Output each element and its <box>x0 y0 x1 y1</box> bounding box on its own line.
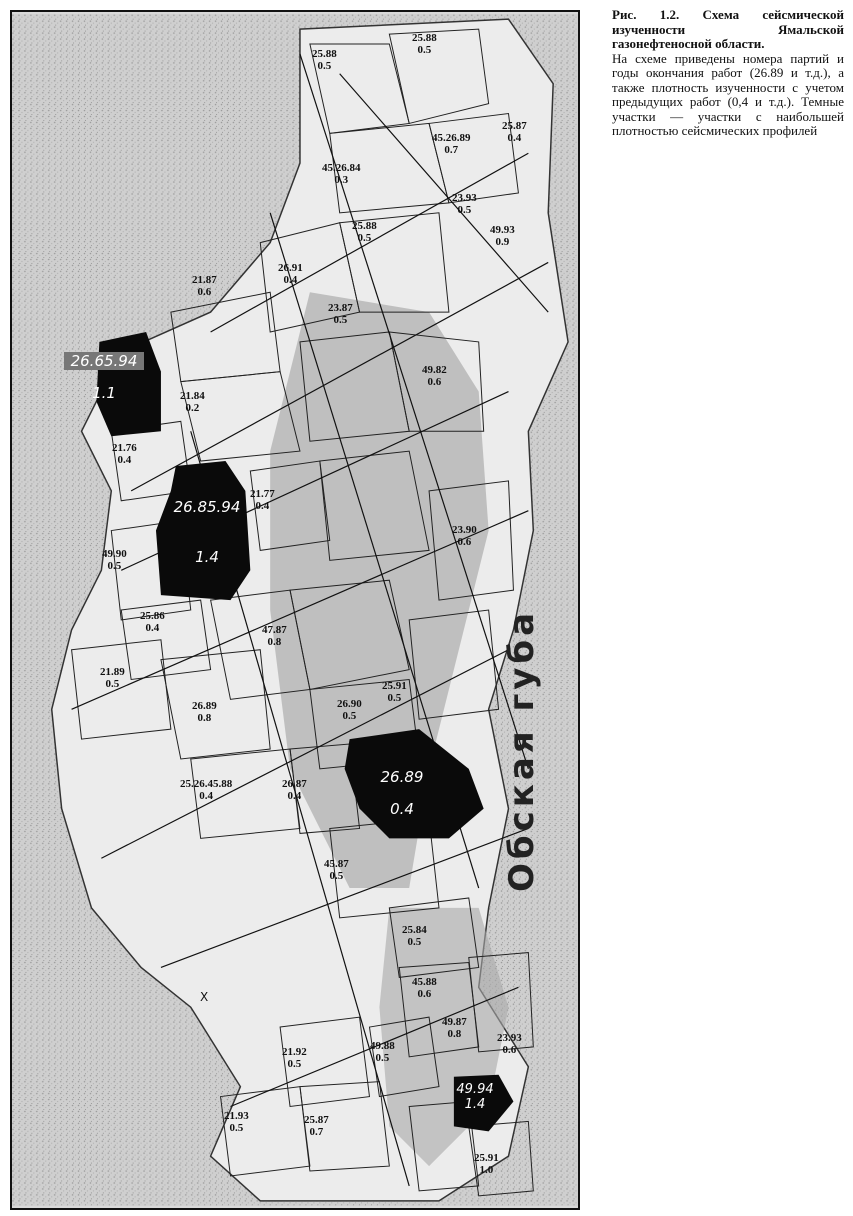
survey-density: 0.7 <box>309 1126 324 1138</box>
survey-party-year: 45.87 <box>324 858 349 870</box>
survey-density: 1.0 <box>479 1164 494 1176</box>
survey-label <box>180 778 232 802</box>
survey-label <box>352 220 377 244</box>
survey-label <box>502 120 527 144</box>
survey-party-year: 21.92 <box>282 1046 307 1058</box>
survey-label <box>382 680 407 704</box>
survey-party-year: 25.91 <box>474 1152 499 1164</box>
survey-density: 0.4 <box>507 132 522 144</box>
survey-party-year: 21.76 <box>112 442 137 454</box>
survey-density: 0.5 <box>417 44 432 56</box>
survey-density: 0.8 <box>447 1028 462 1040</box>
survey-party-year: 25.84 <box>402 924 427 936</box>
survey-label <box>112 442 137 466</box>
survey-party-year: 45.26.89 <box>432 132 471 144</box>
survey-density: 0.6 <box>417 988 432 1000</box>
survey-label <box>224 1110 249 1134</box>
survey-label <box>140 610 165 634</box>
survey-party-year: 23.90 <box>452 524 477 536</box>
survey-party-year: 25.87 <box>502 120 527 132</box>
survey-label <box>250 488 275 512</box>
survey-label <box>192 274 217 298</box>
dark-area-name: 26.89 <box>380 768 424 786</box>
survey-label <box>282 1046 307 1070</box>
survey-label <box>412 976 437 1000</box>
survey-density: 0.5 <box>229 1122 244 1134</box>
survey-party-year: 23.93 <box>497 1032 522 1044</box>
survey-party-year: 26.89 <box>192 700 217 712</box>
survey-party-year: 49.90 <box>102 548 127 560</box>
survey-label <box>497 1032 522 1056</box>
survey-density: 0.5 <box>287 1058 302 1070</box>
survey-party-year: 26.87 <box>282 778 307 790</box>
gulf-label: Обская губа <box>502 608 542 892</box>
survey-label <box>442 1016 467 1040</box>
survey-label <box>262 624 287 648</box>
survey-label <box>312 48 337 72</box>
survey-label <box>180 390 205 414</box>
survey-density: 0.6 <box>457 536 472 548</box>
survey-density: 0.5 <box>329 870 344 882</box>
survey-label <box>304 1114 329 1138</box>
survey-density: 0.5 <box>387 692 402 704</box>
survey-density: 0.5 <box>407 936 422 948</box>
survey-label <box>412 32 437 56</box>
survey-density: 0.5 <box>107 560 122 572</box>
survey-density: 0.8 <box>267 636 282 648</box>
dark-area-name: 26.85.94 <box>173 498 241 516</box>
survey-density: 0.4 <box>117 454 132 466</box>
survey-density: 0.4 <box>255 500 270 512</box>
survey-label <box>278 262 303 286</box>
caption-body: На схеме приведены номера партий и годы окончания работ (26.89 и т.д.), а также плотность изученности с учетом предыдущих работ (0,4 и т.д.). Темные участки — участки с наибольшей плотностью сейсмических профилей <box>612 50 844 138</box>
survey-party-year: 21.89 <box>100 666 125 678</box>
survey-density: 0.8 <box>197 712 212 724</box>
survey-party-year: 25.87 <box>304 1114 329 1126</box>
survey-density: 0.5 <box>105 678 120 690</box>
survey-party-year: 23.87 <box>328 302 353 314</box>
caption-title: Рис. 1.2. Схема сейсмической изученности Ямальской газонефтеносной области. <box>612 7 844 51</box>
survey-label <box>102 548 127 572</box>
survey-label <box>490 224 515 248</box>
survey-party-year: 49.88 <box>370 1040 395 1052</box>
survey-party-year: 25.88 <box>352 220 377 232</box>
survey-party-year: 25.88 <box>412 32 437 44</box>
dark-area-density: 1.4 <box>195 548 219 566</box>
survey-density: 0.5 <box>317 60 332 72</box>
survey-label <box>192 700 217 724</box>
survey-party-year: 21.93 <box>224 1110 249 1122</box>
survey-label <box>100 666 125 690</box>
survey-party-year: 49.93 <box>490 224 515 236</box>
survey-party-year: 25.86 <box>140 610 165 622</box>
survey-party-year: 49.82 <box>422 364 447 376</box>
dark-area-density: 0.4 <box>390 800 414 818</box>
survey-label <box>402 924 427 948</box>
survey-density: 0.6 <box>197 286 212 298</box>
survey-label <box>324 858 349 882</box>
dark-area-name: 26.65.94 <box>64 352 144 370</box>
survey-density: 0.3 <box>334 174 349 186</box>
survey-party-year: 45.26.84 <box>322 162 361 174</box>
survey-party-year: 49.87 <box>442 1016 467 1028</box>
survey-density: 0.5 <box>457 204 472 216</box>
survey-party-year: 25.26.45.88 <box>180 778 233 790</box>
survey-party-year: 23.93 <box>452 192 477 204</box>
survey-density: 0.5 <box>375 1052 390 1064</box>
seismic-map <box>10 10 580 1210</box>
survey-party-year: 45.88 <box>412 976 437 988</box>
survey-party-year: 25.88 <box>312 48 337 60</box>
survey-density: 0.9 <box>495 236 510 248</box>
survey-density: 0.2 <box>185 402 200 414</box>
survey-density: 0.5 <box>342 710 357 722</box>
figure-caption <box>612 8 844 139</box>
survey-party-year: 21.77 <box>250 488 275 500</box>
survey-density: 0.4 <box>199 790 213 802</box>
dark-area-name: 49.94 <box>456 1082 494 1097</box>
survey-density: 0.4 <box>145 622 160 634</box>
survey-label <box>432 132 471 156</box>
survey-density: 0.6 <box>502 1044 517 1056</box>
map-graphic <box>12 12 578 1208</box>
survey-label <box>322 162 361 186</box>
map-x-marker: X <box>200 990 209 1004</box>
survey-label <box>337 698 362 722</box>
survey-density: 0.4 <box>287 790 302 802</box>
survey-label <box>328 302 353 326</box>
survey-party-year: 21.84 <box>180 390 205 402</box>
survey-density: 0.5 <box>333 314 348 326</box>
survey-density: 0.4 <box>283 274 298 286</box>
dark-area-label <box>162 498 252 566</box>
survey-label <box>370 1040 395 1064</box>
dark-area-density: 1.1 <box>92 384 116 402</box>
survey-label <box>474 1152 499 1176</box>
dark-area-label <box>445 1082 505 1112</box>
survey-density: 0.6 <box>427 376 442 388</box>
survey-label <box>452 192 477 216</box>
survey-party-year: 21.87 <box>192 274 217 286</box>
survey-label <box>452 524 477 548</box>
survey-label <box>282 778 307 802</box>
survey-label <box>422 364 447 388</box>
survey-density: 0.7 <box>444 144 459 156</box>
dark-area-density: 1.4 <box>464 1097 486 1112</box>
survey-party-year: 47.87 <box>262 624 287 636</box>
survey-party-year: 25.91 <box>382 680 407 692</box>
survey-party-year: 26.90 <box>337 698 362 710</box>
survey-party-year: 26.91 <box>278 262 303 274</box>
survey-density: 0.5 <box>357 232 372 244</box>
dark-area-label <box>367 768 437 818</box>
dark-area-label <box>64 352 144 402</box>
